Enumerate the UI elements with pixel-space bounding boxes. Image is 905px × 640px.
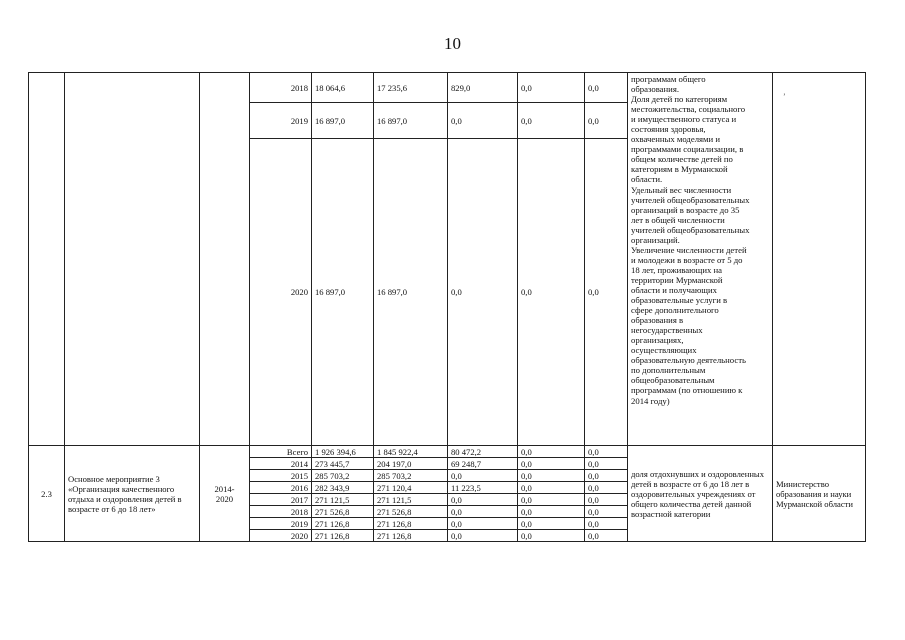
budget-2-cell: 0,0: [448, 494, 518, 506]
budget-3-cell: 0,0: [518, 506, 585, 518]
total-cell: 271 126,8: [312, 518, 374, 530]
scan-mark: ’: [783, 92, 786, 101]
year-cell: 2020: [250, 139, 312, 446]
year-cell: 2020: [250, 530, 312, 542]
budget-4-cell: 0,0: [585, 458, 628, 470]
total-cell: 16 897,0: [312, 103, 374, 139]
budget-4-cell: 0,0: [585, 103, 628, 139]
budget-4-cell: 0,0: [585, 494, 628, 506]
budget-1-cell: 16 897,0: [374, 103, 448, 139]
table-row: [29, 73, 866, 103]
budget-3-cell: 0,0: [518, 458, 585, 470]
year-cell: 2014: [250, 458, 312, 470]
budget-1-cell: 1 845 922,4: [374, 446, 448, 458]
budget-4-cell: 0,0: [585, 506, 628, 518]
budget-1-cell: 17 235,6: [374, 73, 448, 103]
section-executor: Министерство образования и науки Мурманской области: [773, 446, 866, 542]
budget-3-cell: 0,0: [518, 103, 585, 139]
cell-name-empty: [65, 73, 200, 446]
year-cell: 2017: [250, 494, 312, 506]
budget-4-cell: 0,0: [585, 518, 628, 530]
budget-1-cell: 271 120,4: [374, 482, 448, 494]
cell-number-empty: [29, 73, 65, 446]
budget-3-cell: 0,0: [518, 139, 585, 446]
budget-1-cell: 285 703,2: [374, 470, 448, 482]
budget-3-cell: 0,0: [518, 446, 585, 458]
budget-1-cell: 271 126,8: [374, 530, 448, 542]
budget-4-cell: 0,0: [585, 446, 628, 458]
budget-3-cell: 0,0: [518, 482, 585, 494]
budget-3-cell: 0,0: [518, 470, 585, 482]
budget-1-cell: 204 197,0: [374, 458, 448, 470]
budget-4-cell: 0,0: [585, 73, 628, 103]
section-name: Основное мероприятие 3 «Организация качественного отдыха и оздоровления детей в возрасте от 6 до 18 лет»: [65, 446, 200, 542]
total-cell: 273 445,7: [312, 458, 374, 470]
budget-2-cell: 0,0: [448, 518, 518, 530]
section-number: 2.3: [29, 446, 65, 542]
year-cell: 2016: [250, 482, 312, 494]
budget-3-cell: 0,0: [518, 494, 585, 506]
section-period: 2014- 2020: [200, 446, 250, 542]
budget-table: [28, 72, 866, 542]
budget-3-cell: 0,0: [518, 518, 585, 530]
total-cell: 16 897,0: [312, 139, 374, 446]
table-row: [29, 446, 866, 458]
budget-3-cell: 0,0: [518, 73, 585, 103]
budget-2-cell: 11 223,5: [448, 482, 518, 494]
year-cell: 2015: [250, 470, 312, 482]
year-cell: 2018: [250, 506, 312, 518]
section-indicator: доля отдохнувших и оздоровленных детей в возрасте от 6 до 18 лет в оздоровительных учреждениях от общего количества детей данной возрастной категории: [628, 446, 773, 542]
budget-2-cell: 0,0: [448, 139, 518, 446]
total-cell: 271 526,8: [312, 506, 374, 518]
budget-2-cell: 69 248,7: [448, 458, 518, 470]
budget-4-cell: 0,0: [585, 482, 628, 494]
budget-2-cell: 0,0: [448, 506, 518, 518]
indicators-text: программам общего образования. Доля детей по категориям местожительства, социального и имущественного статуса и состояния здоровья, охваченных моделями и программами социализации, в общем количестве детей по категориям в Мурманской области. Удельный вес численности учителей общеобразовательных организаций в возрасте до 35 лет в общей численности учителей общеобразовательных организаций. Увеличение численности детей и молодежи в возрасте от 5 до 18 лет, проживающих на территории Мурманской области и получающих образовательные услуги в сфере дополнительного образования в негосударственных организациях, осуществляющих образовательную деятельность по дополнительным общеобразовательным программам (по отношению к 2014 году): [628, 73, 773, 446]
budget-2-cell: 0,0: [448, 103, 518, 139]
cell-executor-empty: [773, 73, 866, 446]
budget-1-cell: 271 126,8: [374, 518, 448, 530]
budget-1-cell: 16 897,0: [374, 139, 448, 446]
year-cell: Всего: [250, 446, 312, 458]
total-cell: 1 926 394,6: [312, 446, 374, 458]
budget-4-cell: 0,0: [585, 139, 628, 446]
total-cell: 271 126,8: [312, 530, 374, 542]
budget-4-cell: 0,0: [585, 470, 628, 482]
budget-2-cell: 0,0: [448, 470, 518, 482]
year-cell: 2018: [250, 73, 312, 103]
budget-2-cell: 0,0: [448, 530, 518, 542]
total-cell: 18 064,6: [312, 73, 374, 103]
year-cell: 2019: [250, 103, 312, 139]
budget-1-cell: 271 526,8: [374, 506, 448, 518]
page-number: 10: [444, 34, 461, 53]
budget-1-cell: 271 121,5: [374, 494, 448, 506]
budget-2-cell: 829,0: [448, 73, 518, 103]
budget-4-cell: 0,0: [585, 530, 628, 542]
cell-period-empty: [200, 73, 250, 446]
budget-3-cell: 0,0: [518, 530, 585, 542]
total-cell: 282 343,9: [312, 482, 374, 494]
total-cell: 271 121,5: [312, 494, 374, 506]
total-cell: 285 703,2: [312, 470, 374, 482]
budget-2-cell: 80 472,2: [448, 446, 518, 458]
year-cell: 2019: [250, 518, 312, 530]
